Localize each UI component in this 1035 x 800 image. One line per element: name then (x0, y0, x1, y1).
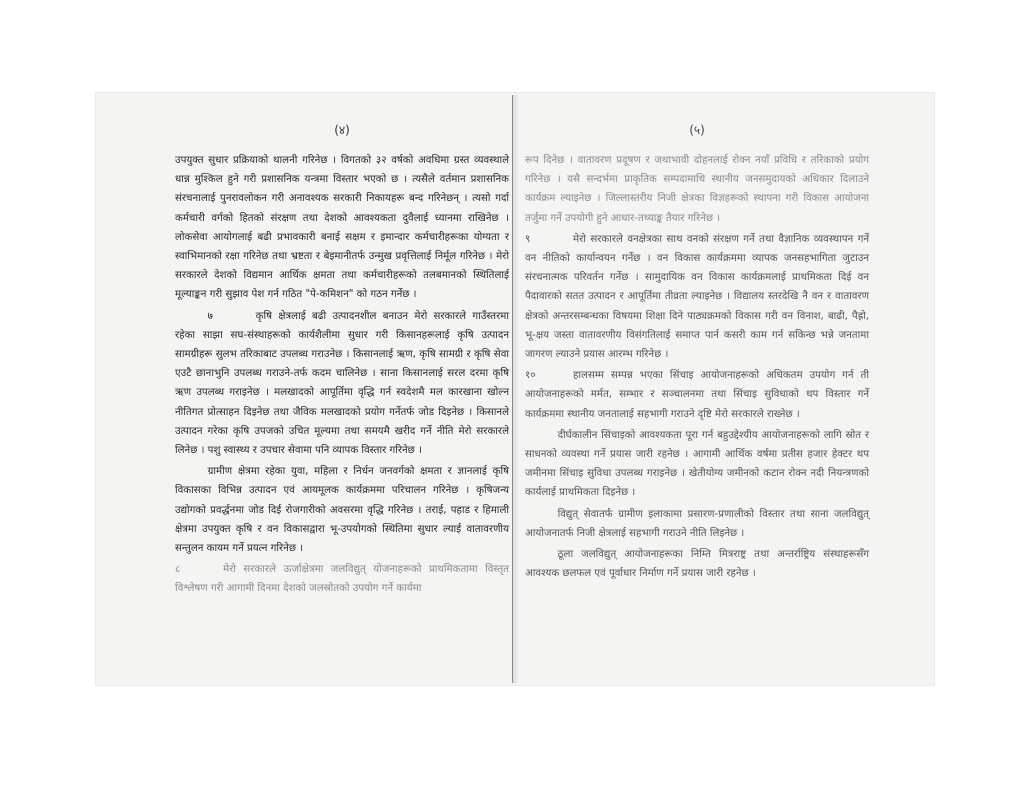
gutter-shadow (513, 95, 519, 683)
right-paragraph-3 (525, 366, 869, 424)
right-paragraph-2 (525, 230, 869, 364)
left-paragraph-1: उपयुक्त सुधार प्रक्रियाको थालनी गरिनेछ । विगतको ३२ वर्षको अवधिमा ग्रस्त व्यवस्थाले धान्न मुश्किल हुने गरी प्रशासनिक यन्त्रमा विस्तार भएको छ । त्यसैले वर्तमान प्रशासनिक संरचनालाई पुनरावलोकन गरी अनावश्यक सरकारी निकायहरू बन्द गरिनेछन् । त्यसो गर्दा कर्मचारी वर्गको हितको संरक्षण तथा देशको आवश्यकता दुवैलाई ध्यानमा राखिनेछ । लोकसेवा आयोगलाई बढी प्रभावकारी बनाई सक्षम र इमान्दार कर्मचारीहरूका योग्यता र स्वाभिमानको रक्षा गरिनेछ तथा भ्रष्टता र बेइमानीतर्फ उन्मुख प्रवृत्तिलाई निर्मूल गरिनेछ । मेरो सरकारले देशको विद्यमान आर्थिक क्षमता तथा कर्मचारीहरूको तलबमानको स्थितिलाई मूल्याङ्कन गरी सुझाव पेश गर्न गठित "पे-कमिशन" को गठन गर्नेछ । (175, 155, 509, 301)
right-paragraph-1: रूप दिनेछ । वातावरण प्रदूषण र जथाभावी दोहनलाई रोक्न नयाँ प्रविधि र तरिकाको प्रयोग गरिनेछ । यसै सन्दर्भमा प्राकृतिक सम्पदामाथि स्थानीय जनसमुदायको अधिकार दिलाउने कार्यक्रम ल्याइनेछ । जिल्लास्तरीय निजी क्षेत्रका विज्ञहरूको स्थापना गरी विकास आयोजना तर्जुमा गर्ने उपयोगी हुने आधार-तथ्याङ्क तैयार गरिनेछ । (525, 155, 869, 224)
paragraph-number: ९ (525, 233, 531, 245)
left-page (175, 121, 509, 599)
right-paragraph-6: ठूला जलविद्युत् आयोजनाहरूका निम्ति मित्रराष्ट्र तथा अन्तर्राष्ट्रिय संस्थाहरूसँग आवश्यक छलफल एवं पूर्वाधार निर्माण गर्ने प्रयास जारी रहनेछ । (525, 549, 869, 580)
left-paragraph-2 (175, 307, 509, 461)
left-page-number: (४) (334, 123, 350, 137)
right-page (525, 121, 869, 583)
paragraph-text: मेरो सरकारले वनक्षेत्रका साथ वनको संरक्षण गर्ने तथा वैज्ञानिक व्यवस्थापन गर्ने वन नीतिको कार्यान्वयन गर्नेछ । वन विकास कार्यक्रममा व्यापक जनसहभागिता जुटाउन संरचनात्मक परिवर्तन गर्नेछ । सामुदायिक वन विकास कार्यक्रमलाई प्राथमिकता दिई वन पैदावारको सतत उत्पादन र आपूर्तिमा तीव्रता ल्याइनेछ । विद्यालय स्तरदेखि नै वन र वातावरण क्षेत्रको अन्तरसम्बन्धका विषयमा शिक्षा दिने पाठ्यक्रमको विकास गरी वन विनाश, बाढी, पैह्रो, भू-क्षय जस्ता वातावरणीय विसंगतिलाई समाप्त पार्न कसरी काम गर्न सकिन्छ भन्ने जनतामा जागरण ल्याउने प्रयास आरम्भ गरिनेछ । (525, 233, 869, 361)
paragraph-number: ७ (207, 310, 213, 322)
right-paragraph-4: दीर्घकालीन सिंचाइको आवश्यकता पूरा गर्न बहुउद्देश्यीय आयोजनाहरूको लागि स्रोत र साधनको व्यवस्था गर्ने प्रयास जारी रहनेछ । आगामी आर्थिक वर्षमा प्रतीस हजार हेक्टर थप जमीनमा सिंचाइ सुविधा उपलब्ध गराइनेछ । खेतीयोग्य जमीनको कटान रोक्न नदी नियन्त्रणको कार्यलाई प्राथमिकता दिइनेछ । (525, 429, 869, 499)
paragraph-number: १० (525, 370, 536, 382)
paragraph-text: हालसम्म सम्पन्न भएका सिंचाइ आयोजनाहरूको अधिकतम उपयोग गर्न ती आयोजनाहरूको मर्मत, सम्भार र सञ्चालनमा तथा सिंचाइ सुविधाको थप विस्तार गर्ने कार्यक्रममा स्थानीय जनतालाई सहभागी गराउने दृष्टि मेरो सरकारले राख्नेछ । (525, 370, 869, 420)
paragraph-text: मेरो सरकारले ऊर्जाक्षेत्रमा जलविद्युत् योजनाहरूको प्राथमिकतामा विस्तृत विश्लेषण गरी आगामी दिनमा देशको जलस्रोतको उपयोग गर्ने कार्यमा (175, 564, 509, 595)
right-paragraph-5: विद्युत् सेवातर्फ ग्रामीण इलाकामा प्रसारण-प्रणालीको विस्तार तथा साना जलविद्युत् आयोजनातर्फ निजी क्षेत्रलाई सहभागी गराउने नीति लिइनेछ । (525, 508, 869, 539)
left-paragraph-4 (175, 560, 509, 598)
paragraph-number: ८ (175, 564, 181, 576)
left-paragraph-3: ग्रामीण क्षेत्रमा रहेका युवा, महिला र निर्धन जनवर्गको क्षमता र ज्ञानलाई कृषि विकासका विभिन्न उत्पादन एवं आयमूलक कार्यक्रममा परिचालन गरिनेछ । कृषिजन्य उद्योगको प्रवर्द्धनमा जोड दिई रोजगारीको अवसरमा वृद्धि गरिनेछ । तराई, पहाड र हिमाली क्षेत्रमा उपयुक्त कृषि र वन विकासद्वारा भू-उपयोगको स्थितिमा सुधार ल्याई वातावरणीय सन्तुलन कायम गर्ने प्रयत्न गरिनेछ । (175, 466, 509, 555)
scanned-spread (96, 93, 934, 685)
paragraph-text: कृषि क्षेत्रलाई बढी उत्पादनशील बनाउन मेरो सरकारले गाउँस्तरमा रहेका साझा सघ-संस्थाहरूको कार्यशैलीमा सुधार गरी किसानहरूलाई कृषि उत्पादन सामग्रीहरू सुलभ तरिकाबाट उपलब्ध गराउनेछ । किसानलाई ऋण, कृषि सामग्री र कृषि सेवा एउटै छानाभुनि उपलब्ध गराउने-तर्फ कदम चालिनेछ । साना किसानलाई सरल दरमा कृषि ऋण उपलब्ध गराइनेछ । मलखादको आपूर्तिमा वृद्धि गर्न स्वदेशमै मल कारखाना खोल्न नीतिगत प्रोत्साहन दिइनेछ तथा जैविक मलखादको प्रयोग गर्नेतर्फ जोड दिइनेछ । किसानले उत्पादन गरेका कृषि उपजको उचित मूल्यमा तथा समयमै खरीद गर्ने नीति मेरो सरकारले लिनेछ । पशु स्वास्थ्य र उपचार सेवामा पनि व्यापक विस्तार गरिनेछ । (175, 310, 509, 457)
right-page-number: (५) (689, 123, 705, 137)
